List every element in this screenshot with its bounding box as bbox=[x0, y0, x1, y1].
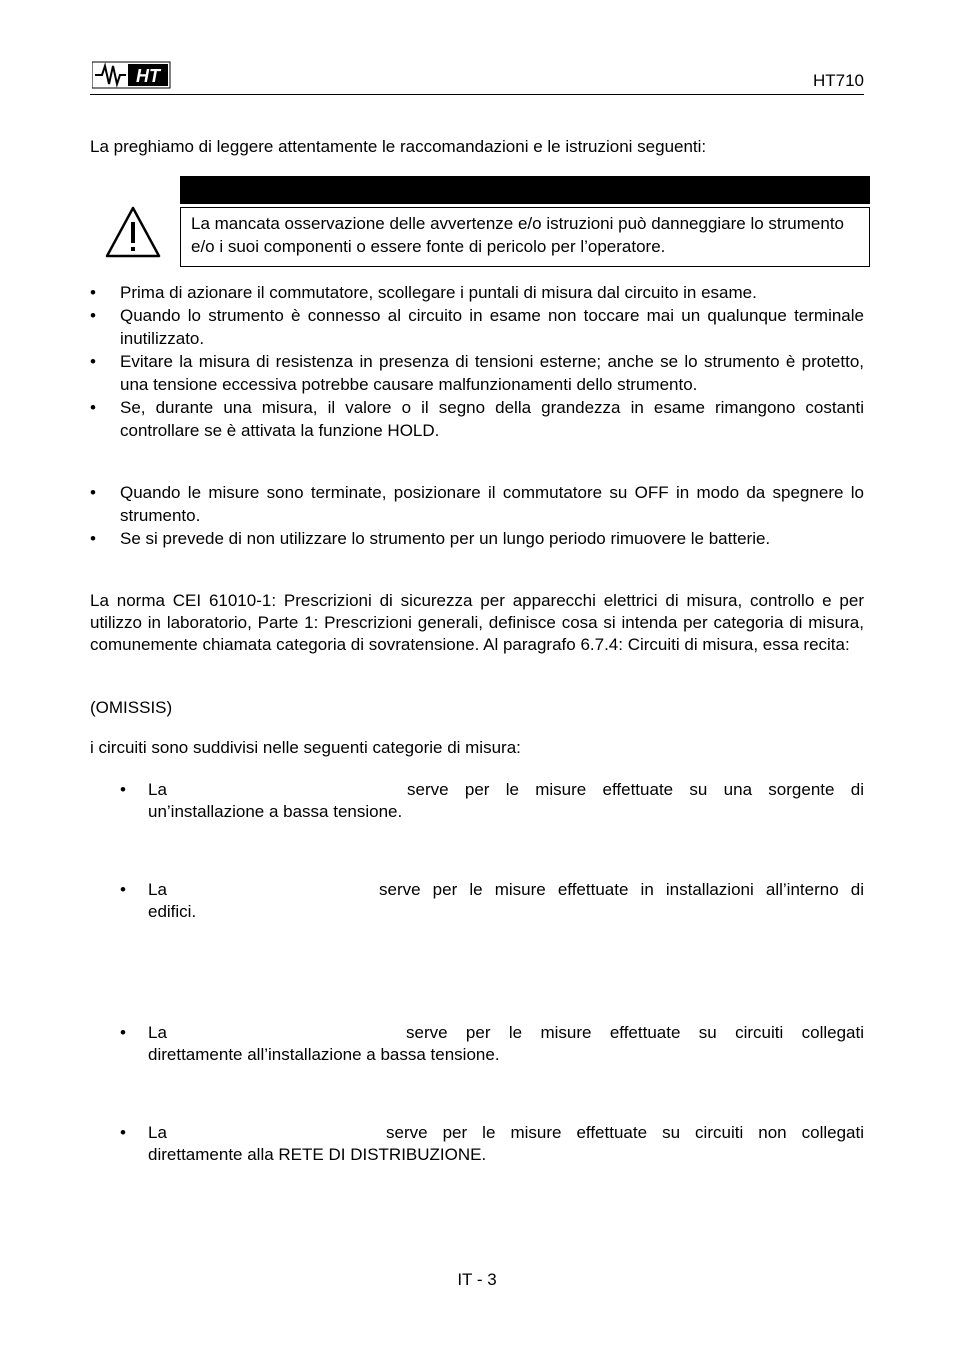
warning-box bbox=[180, 207, 870, 267]
warning-triangle-icon bbox=[104, 205, 162, 259]
category-item-1: • La serve per le misure effettuate su una sorgente di un’installazione a bassa tensione. bbox=[120, 780, 864, 821]
category-desc-line2: edifici. bbox=[148, 902, 197, 921]
list-item: • Evitare la misura di resistenza in presenza di tensioni esterne; anche se lo strumento è protetto, una tensione eccessiva potrebbe causare malfunzionamenti dello strumento. bbox=[90, 350, 864, 396]
omissis-text: (OMISSIS) bbox=[90, 698, 173, 717]
categories-intro: i circuiti sono suddivisi nelle seguenti categorie di misura: bbox=[90, 738, 521, 757]
list-item: • Quando lo strumento è connesso al circuito in esame non toccare mai un qualunque terminale inutilizzato. bbox=[90, 304, 864, 350]
category-desc-line2: direttamente all’installazione a bassa tensione. bbox=[148, 1045, 500, 1064]
category-la: La bbox=[148, 780, 167, 799]
header-rule bbox=[90, 94, 864, 95]
warning-header-bar bbox=[180, 176, 870, 204]
list-item: • Se, durante una misura, il valore o il segno della grandezza in esame rimangono costanti controllare se è attivata la funzione HOLD. bbox=[90, 396, 864, 442]
category-la: La bbox=[148, 1023, 167, 1042]
model-name: HT710 bbox=[812, 71, 864, 90]
during-measure-list bbox=[90, 281, 864, 442]
warning-text: La mancata osservazione delle avvertenze e/o istruzioni può danneggiare lo strumento e/o i suoi componenti o essere fonte di pericolo per l’operatore. bbox=[191, 214, 845, 256]
ht-logo bbox=[92, 60, 172, 90]
category-la: La bbox=[148, 880, 167, 899]
category-desc: serve per le misure effettuate su circuiti non collegati bbox=[386, 1123, 864, 1142]
list-item: • Quando le misure sono terminate, posizionare il commutatore su OFF in modo da spegnere lo strumento. bbox=[90, 481, 864, 527]
category-la: La bbox=[148, 1123, 167, 1142]
list-item: • Prima di azionare il commutatore, scollegare i puntali di misura dal circuito in esame. bbox=[90, 281, 864, 304]
norm-paragraph: La norma CEI 61010-1: Prescrizioni di sicurezza per apparecchi elettrici di misura, controllo e per utilizzo in laboratorio, Parte 1: Prescrizioni generali, definisce cosa si intenda per categoria di misura, comunemente chiamata categoria di sovratensione. Al paragrafo 6.7.4: Circuiti di misura, essa recita: bbox=[90, 591, 864, 654]
category-item-4: • La serve per le misure effettuate su circuiti non collegati direttamente alla RETE DI DISTRIBUZIONE. bbox=[120, 1123, 864, 1164]
category-desc-line2: un’installazione a bassa tensione. bbox=[148, 802, 403, 821]
intro-text: La preghiamo di leggere attentamente le raccomandazioni e le istruzioni seguenti: bbox=[90, 137, 707, 156]
ht-logo-text: HT bbox=[136, 66, 160, 86]
list-item: • Se si prevede di non utilizzare lo strumento per un lungo periodo rimuovere le batterie. bbox=[90, 527, 864, 550]
category-desc: serve per le misure effettuate su una sorgente di bbox=[407, 780, 864, 799]
category-desc: serve per le misure effettuate in installazioni all’interno di bbox=[379, 880, 864, 899]
page-number: IT - 3 bbox=[457, 1270, 497, 1289]
category-item-3: • La serve per le misure effettuate su circuiti collegati direttamente all’installazione a bassa tensione. bbox=[120, 1023, 864, 1064]
after-measure-list bbox=[90, 481, 864, 550]
category-desc-line2: direttamente alla RETE DI DISTRIBUZIONE. bbox=[148, 1145, 487, 1164]
category-desc: serve per le misure effettuate su circuiti collegati bbox=[406, 1023, 864, 1042]
category-item-2: • La serve per le misure effettuate in installazioni all’interno di edifici. bbox=[120, 880, 864, 921]
